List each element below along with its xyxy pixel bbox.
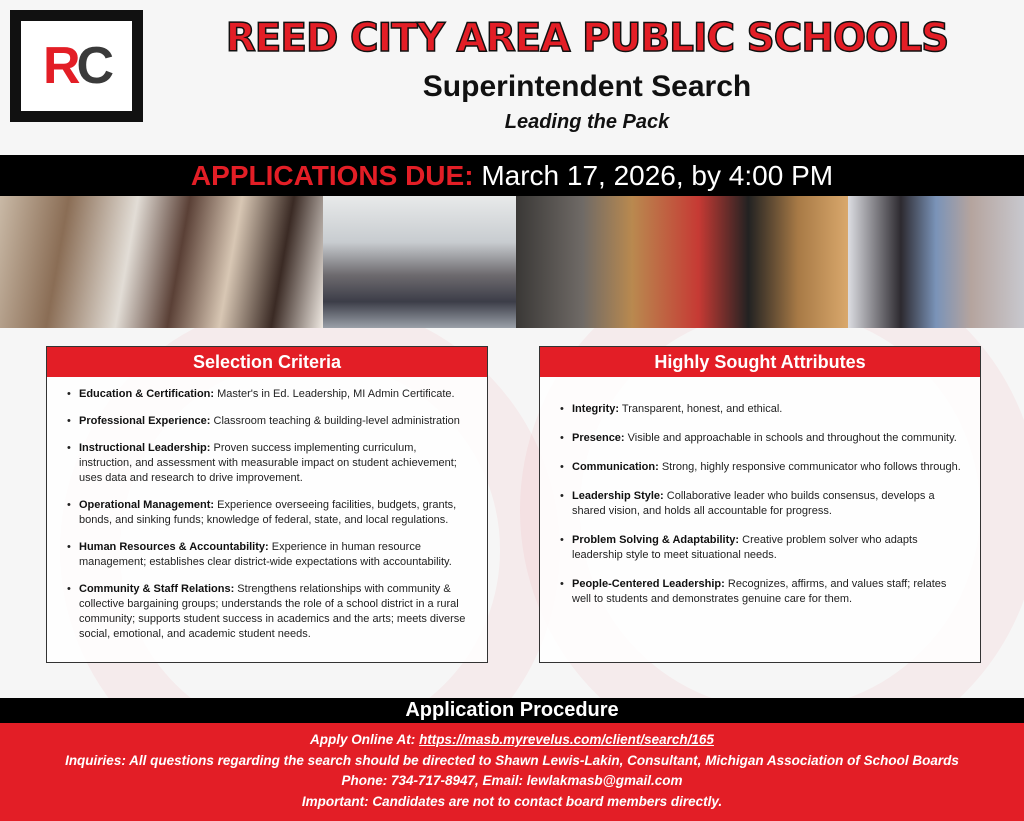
list-item <box>67 387 469 402</box>
list-item <box>560 460 962 475</box>
deadline-banner <box>0 155 1024 196</box>
photo-students-tablet <box>848 196 1024 328</box>
important-note: Important: Candidates are not to contact board members directly. <box>301 793 723 809</box>
district-logo <box>10 10 143 122</box>
logo-letter-c: C <box>76 37 111 95</box>
item-term: Problem Solving & Adaptability: <box>572 534 740 546</box>
procedure-heading: Application Procedure <box>0 698 1024 723</box>
item-description: Strong, highly responsive communicator who follows through. <box>661 461 961 473</box>
list-item <box>560 489 962 519</box>
selection-criteria-panel <box>46 346 488 663</box>
item-description: Master's in Ed. Leadership, MI Admin Certificate. <box>217 388 455 400</box>
list-item <box>560 402 962 417</box>
list-item <box>67 582 469 642</box>
inquiries-text: Inquiries: All questions regarding the search should be directed to Shawn Lewis-Lakin, Consultant, Michigan Association of School Boards <box>65 752 959 768</box>
item-term: Operational Management: <box>79 499 215 511</box>
item-description: Visible and approachable in schools and throughout the community. <box>627 432 957 444</box>
item-description: Creative problem solver who adapts leadership style to meet situational needs. <box>572 534 918 561</box>
item-term: Leadership Style: <box>572 490 664 502</box>
item-description: Transparent, honest, and ethical. <box>621 403 783 415</box>
attributes-heading: Highly Sought Attributes <box>540 347 980 377</box>
tagline: Leading the Pack <box>504 111 670 133</box>
item-description: Classroom teaching & building-level administration <box>213 415 460 427</box>
attributes-panel <box>539 346 981 663</box>
list-item <box>67 414 469 429</box>
item-term: People-Centered Leadership: <box>572 578 725 590</box>
item-description: Recognizes, affirms, and values staff; relates well to students and demonstrates genuine care for them. <box>572 578 947 605</box>
procedure-section <box>0 723 1024 821</box>
photo-students-writing <box>0 196 323 328</box>
photo-band-class <box>323 196 516 328</box>
item-term: Education & Certification: <box>79 388 215 400</box>
item-term: Professional Experience: <box>79 415 211 427</box>
page-subtitle: Superintendent Search <box>422 70 752 103</box>
item-description: Experience overseeing facilities, budgets, grants, bonds, and sinking funds; knowledge of federal, state, and local regulations. <box>79 499 457 526</box>
list-item <box>560 577 962 607</box>
item-description: Experience in human resource management; establishes clear district-wide expectations with accountability. <box>79 541 452 568</box>
deadline-label: APPLICATIONS DUE: <box>190 160 474 191</box>
contact-text: Phone: 734-717-8947, Email: lewlakmasb@gmail.com <box>341 773 683 788</box>
page-title: REED CITY AREA PUBLIC SCHOOLS <box>225 16 949 61</box>
list-item <box>67 498 469 528</box>
list-item <box>560 533 962 563</box>
deadline-value: March 17, 2026, by 4:00 PM <box>481 160 834 191</box>
list-item <box>560 431 962 446</box>
selection-criteria-heading: Selection Criteria <box>47 347 487 377</box>
item-term: Community & Staff Relations: <box>79 583 235 595</box>
item-term: Instructional Leadership: <box>79 442 211 454</box>
apply-link[interactable]: https://masb.myrevelus.com/client/search/165 <box>419 732 714 747</box>
photo-strip <box>0 196 1024 328</box>
item-term: Integrity: <box>572 403 620 415</box>
logo-letter-r: R <box>42 37 77 95</box>
item-description: Proven success implementing curriculum, instruction, and assessment with measurable impact on student achievement; uses data and research to drive improvement. <box>79 442 457 484</box>
item-term: Presence: <box>572 432 625 444</box>
photo-student-shop <box>516 196 848 328</box>
item-description: Collaborative leader who builds consensus, develops a shared vision, and holds all accountable for progress. <box>572 490 935 517</box>
apply-label: Apply Online At: <box>310 732 416 747</box>
item-term: Human Resources & Accountability: <box>79 541 269 553</box>
item-term: Communication: <box>572 461 659 473</box>
list-item <box>67 441 469 486</box>
list-item <box>67 540 469 570</box>
item-description: Strengthens relationships with community & collective bargaining groups; understands the role of a school district in a rural community; supports student success in academics and the arts; meets diverse social, emotional, and academic student needs. <box>79 583 466 640</box>
